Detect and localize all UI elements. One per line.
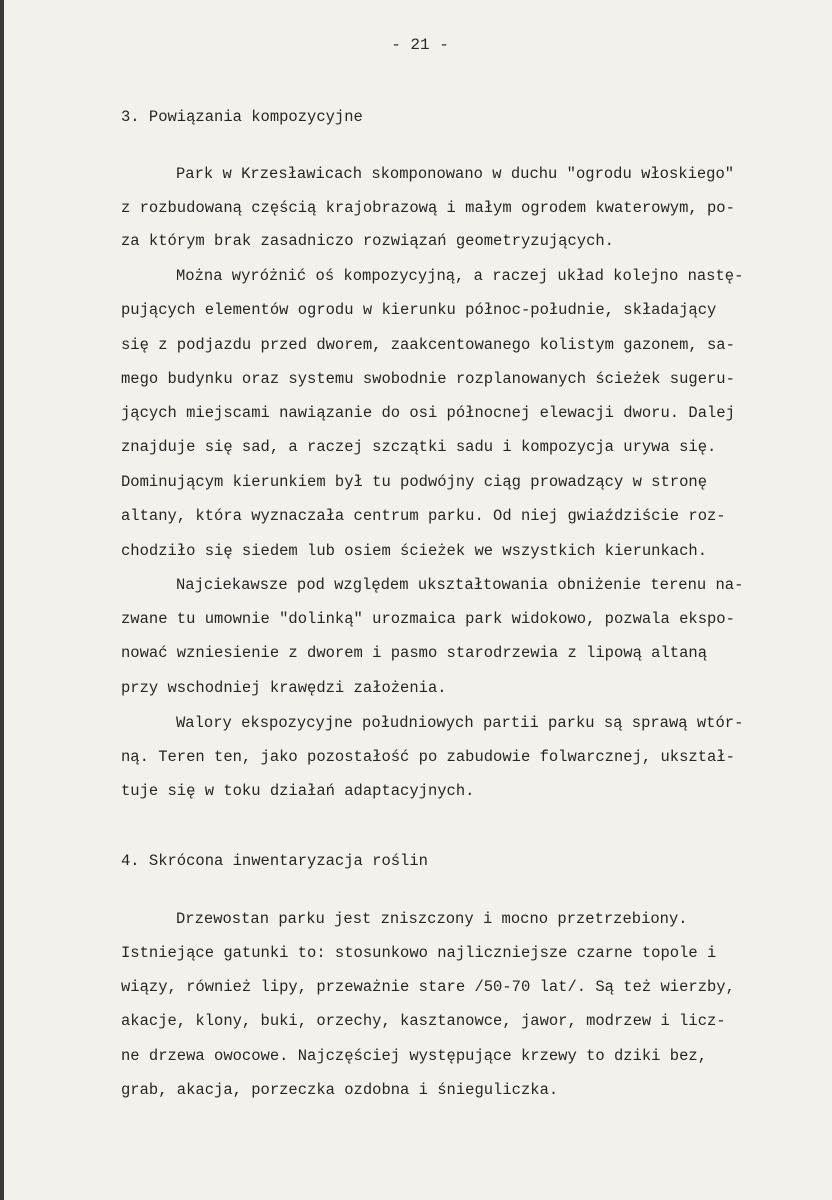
text-line: chodziło się siedem lub osiem ścieżek we wszystkich kierunkach. <box>121 542 707 560</box>
text-line: wiązy, również lipy, przeważnie stare /50-70 lat/. Są też wierzby, <box>121 978 735 996</box>
text-line: ną. Teren ten, jako pozostałość po zabudowie folwarcznej, ukształ- <box>121 748 735 766</box>
text-line: znajduje się sad, a raczej szczątki sadu i kompozycja urywa się. <box>121 438 717 456</box>
text-line: się z podjazdu przed dworem, zaakcentowanego kolistym gazonem, sa- <box>121 336 735 354</box>
section-4-heading: 4. Skrócona inwentaryzacja roślin <box>121 852 428 870</box>
text-line: za którym brak zasadniczo rozwiązań geometryzujących. <box>121 232 614 250</box>
text-line: grab, akacja, porzeczka ozdobna i śnieguliczka. <box>121 1081 559 1099</box>
text-line: Można wyróżnić oś kompozycyjną, a raczej układ kolejno nastę- <box>176 267 744 285</box>
text-line: Najciekawsze pod względem ukształtowania obniżenie terenu na- <box>176 576 744 594</box>
text-line: pujących elementów ogrodu w kierunku północ-południe, składający <box>121 301 717 319</box>
page-number: - 21 - <box>391 36 449 54</box>
text-line: jących miejscami nawiązanie do osi północnej elewacji dworu. Dalej <box>121 404 735 422</box>
text-line: Walory ekspozycyjne południowych partii parku są sprawą wtór- <box>176 714 744 732</box>
text-line: ne drzewa owocowe. Najczęściej występujące krzewy to dziki bez, <box>121 1047 707 1065</box>
text-line: akacje, klony, buki, orzechy, kasztanowce, jawor, modrzew i licz- <box>121 1012 726 1030</box>
text-line: Istniejące gatunki to: stosunkowo najliczniejsze czarne topole i <box>121 944 717 962</box>
text-line: Drzewostan parku jest zniszczony i mocno przetrzebiony. <box>176 910 688 928</box>
text-line: z rozbudowaną częścią krajobrazową i małym ogrodem kwaterowym, po- <box>121 199 735 217</box>
section-3-heading: 3. Powiązania kompozycyjne <box>121 108 363 126</box>
text-line: Dominującym kierunkiem był tu podwójny ciąg prowadzący w stronę <box>121 473 707 491</box>
text-line: nować wzniesienie z dworem i pasmo starodrzewia z lipową altaną <box>121 644 707 662</box>
text-line: Park w Krzesławicach skomponowano w duchu "ogrodu włoskiego" <box>176 165 735 183</box>
text-line: przy wschodniej krawędzi założenia. <box>121 679 447 697</box>
text-line: tuje się w toku działań adaptacyjnych. <box>121 782 475 800</box>
text-line: mego budynku oraz systemu swobodnie rozplanowanych ścieżek sugeru- <box>121 370 735 388</box>
text-line: zwane tu umownie "dolinką" urozmaica park widokowo, pozwala ekspo- <box>121 610 735 628</box>
text-line: altany, która wyznaczała centrum parku. Od niej gwiaździście roz- <box>121 507 726 525</box>
